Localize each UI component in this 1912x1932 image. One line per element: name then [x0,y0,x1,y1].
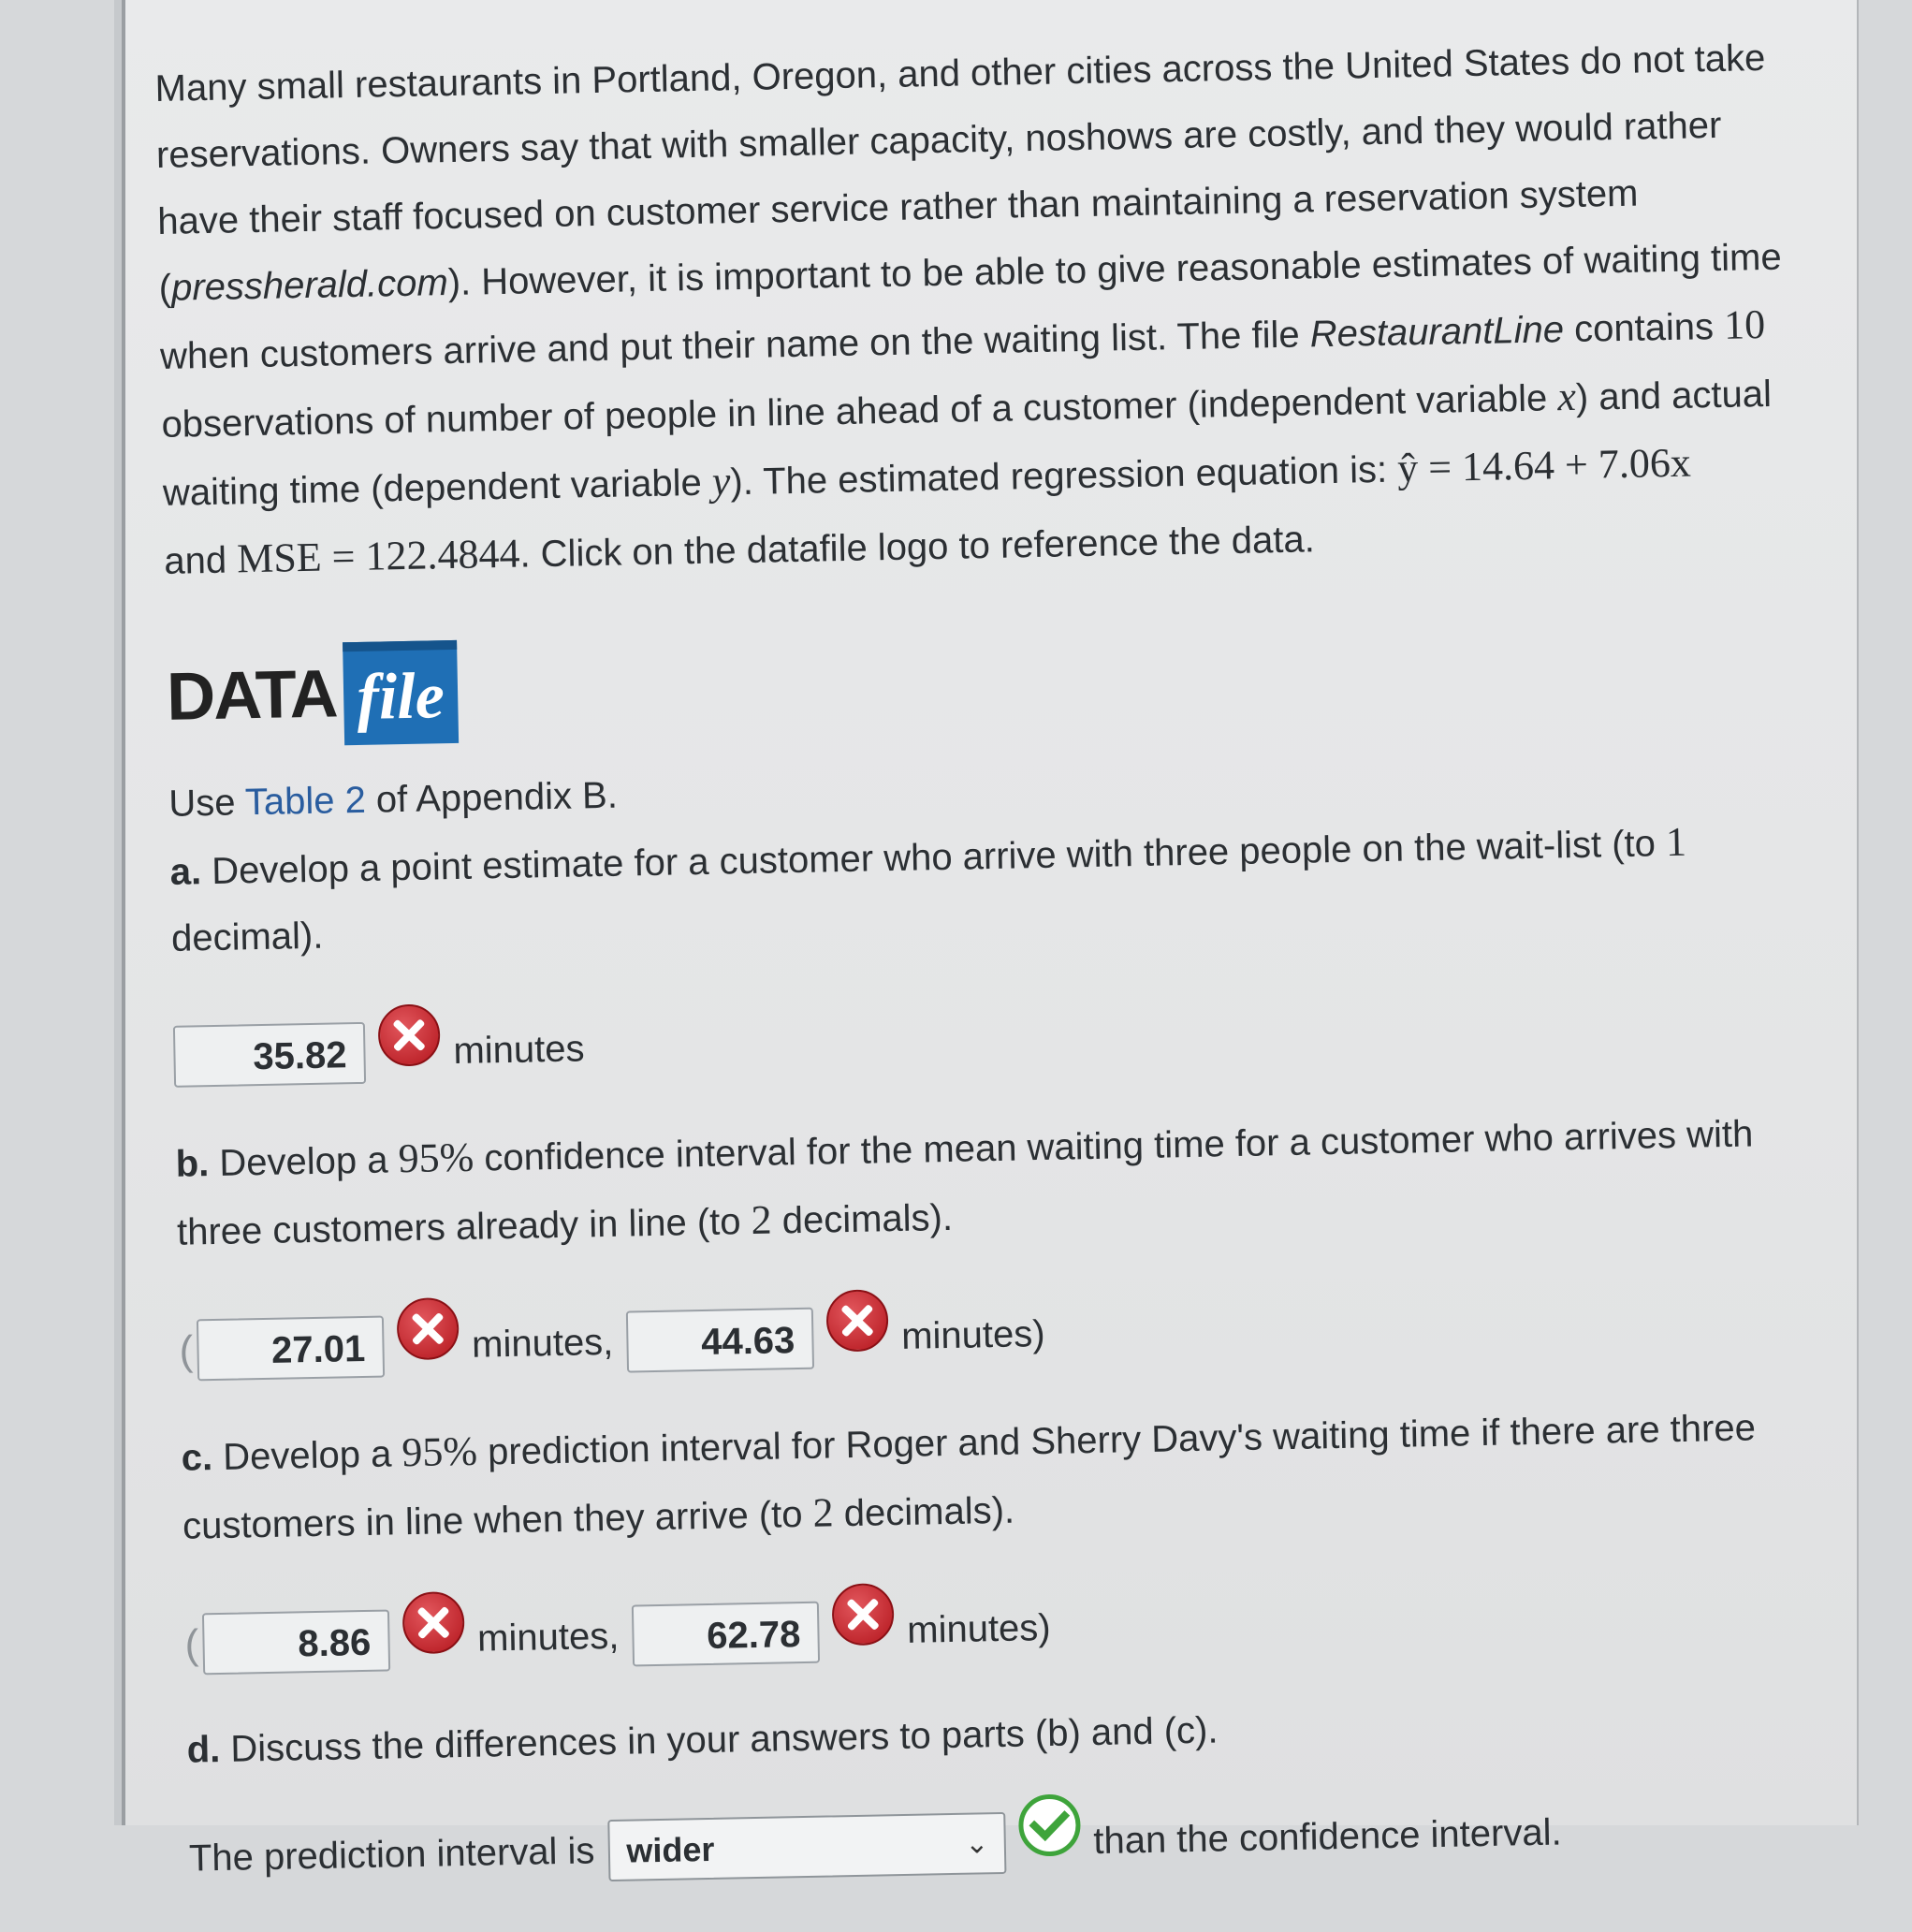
part-a-answer-row [173,978,1841,1104]
question-text: decimals). [833,1489,1015,1535]
logo-data-text: DATA [166,655,338,735]
unit-label: minutes, [471,1321,614,1366]
decimal-count: 2 [812,1489,835,1536]
interval-comparison-select[interactable] [607,1812,1006,1881]
table-ref-text: of Appendix B. [365,774,619,821]
question-text: Develop a point estimate for a customer who arrive with three people on the wait-list (to [200,823,1667,893]
part-d-question [186,1686,1853,1784]
unit-label: minutes [453,1027,585,1072]
answer-tail-text: than the confidence interval. [1092,1810,1563,1862]
ci-upper-input[interactable]: 44.63 [626,1308,814,1373]
question-text: customers in line when they arrive (to [182,1493,814,1547]
problem-line: ) and actual [1575,373,1773,418]
part-d-label: d. [186,1728,221,1771]
problem-line: have their staff focused on customer service rather than maintaining a reservation system [156,172,1639,242]
source-citation: pressherald.com [170,262,449,309]
logo-file-text: file [343,640,458,745]
incorrect-icon [825,1289,888,1352]
problem-line: and [163,539,238,582]
question-content [154,24,1856,1932]
part-b-answer-row [179,1272,1846,1398]
question-text: decimals). [771,1196,954,1242]
part-c-answer-row [184,1566,1852,1691]
table-ref-text: Use [168,782,246,825]
problem-line: ( [158,267,172,309]
part-c-question [181,1392,1848,1560]
point-estimate-input[interactable]: 35.82 [173,1022,366,1088]
datafile-name: RestaurantLine [1309,309,1565,356]
question-text: three customers already in line (to [176,1200,752,1253]
problem-line: Many small restaurants in Portland, Oregon, and other cities across the United States do not take [154,37,1766,110]
problem-line: ). However, it is important to be able to give reasonable estimates of waiting time [447,236,1783,304]
mse-value: MSE = 122.4844 [236,530,520,582]
question-text: Discuss the differences in your answers to parts (b) and (c). [219,1709,1219,1770]
correct-icon [1017,1793,1080,1856]
problem-line: observations of number of people in line ahead of a customer (independent variable [161,377,1558,446]
variable-y: y [711,458,731,505]
variable-x: x [1556,373,1577,420]
incorrect-icon [831,1583,894,1646]
problem-line: waiting time (dependent variable [162,461,713,514]
pi-lower-input[interactable]: 8.86 [202,1609,390,1675]
open-paren: ( [179,1326,194,1374]
part-a-label: a. [169,851,202,893]
problem-line: when customers arrive and put their name on the waiting list. The file [159,314,1311,377]
incorrect-icon [396,1297,459,1360]
observation-count: 10 [1723,301,1766,348]
question-text: confidence interval for the mean waiting time for a customer who arrives with [473,1113,1754,1179]
question-text: prediction interval for Roger and Sherry Davy's waiting time if there are three [476,1407,1757,1473]
open-paren: ( [184,1620,199,1668]
decimal-count: 1 [1665,818,1687,866]
table-2-link[interactable]: Table 2 [244,779,367,824]
question-text: Develop a [208,1139,399,1185]
part-b-label: b. [175,1143,210,1185]
confidence-level: 95% [398,1134,474,1182]
unit-label: minutes, [476,1615,620,1660]
unit-label: minutes) [900,1312,1046,1357]
confidence-level: 95% [401,1427,478,1476]
question-text: Develop a [212,1433,402,1479]
problem-line: contains [1563,305,1725,351]
problem-line: reservations. Owners say that with smaller capacity, noshows are costly, and they would rather [155,104,1722,176]
datafile-logo[interactable] [166,614,1833,749]
chevron-down-icon: ⌄ [964,1827,989,1860]
decimal-count: 2 [751,1196,773,1243]
question-text: decimal). [170,915,324,959]
part-d-answer-row [188,1779,1856,1905]
unit-label: minutes) [906,1606,1052,1651]
problem-text [154,24,1831,595]
problem-line: ). The estimated regression equation is: [729,448,1398,504]
part-b-question [175,1098,1843,1266]
incorrect-icon [401,1591,464,1654]
pi-upper-input[interactable]: 62.78 [632,1602,820,1667]
select-value: wider [626,1829,715,1870]
incorrect-icon [378,1003,441,1066]
regression-equation: ŷ = 14.64 + 7.06x [1396,439,1692,491]
ci-lower-input[interactable]: 27.01 [197,1316,385,1382]
part-c-label: c. [181,1437,213,1479]
problem-line: . Click on the datafile logo to reference the data. [519,519,1316,576]
answer-lead-text: The prediction interval is [188,1829,595,1880]
